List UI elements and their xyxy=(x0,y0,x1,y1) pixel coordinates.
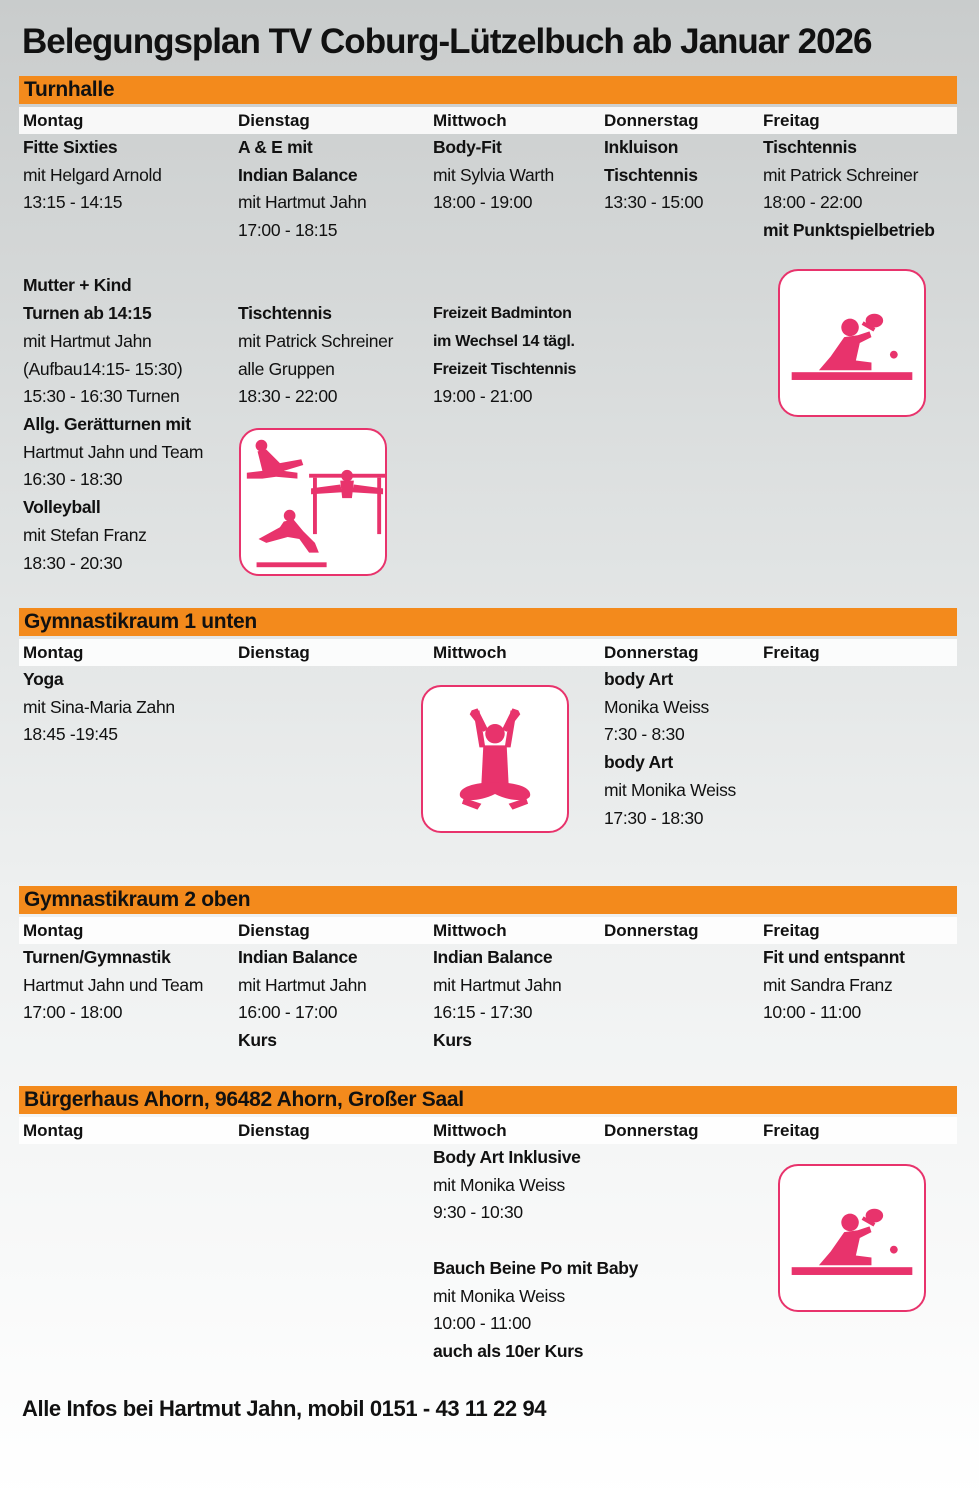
day-header-row xyxy=(19,107,957,134)
schedule-line: Fitte Sixties xyxy=(23,137,118,157)
day-header-row xyxy=(19,917,957,944)
gym2-dienstag-list xyxy=(238,944,366,1055)
day-thursday: Donnerstag xyxy=(604,1121,699,1140)
day-monday: Montag xyxy=(23,1121,84,1140)
day-tuesday: Dienstag xyxy=(238,643,310,662)
schedule-line: Indian Balance xyxy=(238,947,358,967)
schedule-line: Indian Balance xyxy=(433,947,553,967)
schedule-line: mit Patrick Schreiner xyxy=(763,164,919,185)
schedule-line: Tischtennis xyxy=(763,137,857,157)
schedule-line: mit Hartmut Jahn xyxy=(433,974,562,995)
schedule-line: 18:30 - 22:00 xyxy=(238,386,338,407)
gymnastics-icon xyxy=(239,428,387,576)
schedule-line: 17:30 - 18:30 xyxy=(604,807,704,828)
schedule-line: Freizeit Badminton xyxy=(433,305,572,323)
schedule-line: mit Hartmut Jahn xyxy=(23,330,152,351)
schedule-line: A & E mit xyxy=(238,137,313,157)
schedule-line: mit Hartmut Jahn xyxy=(238,192,367,213)
day-monday: Montag xyxy=(23,111,84,130)
day-header-row xyxy=(19,1117,957,1144)
schedule-line: Monika Weiss xyxy=(604,696,709,717)
schedule-line: Tischtennis xyxy=(604,164,698,185)
schedule-line: body Art xyxy=(604,669,673,689)
schedule-line: body Art xyxy=(604,752,673,773)
schedule-line xyxy=(238,273,393,301)
day-friday: Freitag xyxy=(763,643,820,662)
buergerhaus-mittwoch-list xyxy=(433,1144,638,1366)
schedule-line xyxy=(433,217,576,245)
schedule-line xyxy=(433,272,576,300)
schedule-line xyxy=(23,217,203,245)
day-monday: Montag xyxy=(23,921,84,940)
schedule-line: mit Punktspielbetrieb xyxy=(763,220,935,241)
schedule-line: Body Art Inklusive xyxy=(433,1147,581,1167)
schedule-line: Kurs xyxy=(238,1030,277,1051)
table-tennis-icon xyxy=(778,269,926,417)
schedule-line: 7:30 - 8:30 xyxy=(604,724,685,745)
table-tennis-icon xyxy=(778,1164,926,1312)
gym2-montag-list xyxy=(23,944,203,1027)
schedule-line: Allg. Gerätturnen mit xyxy=(23,414,191,434)
turnhalle-donnerstag-list xyxy=(604,134,703,217)
turnhalle-montag-list xyxy=(23,134,203,577)
gym2-freitag-list xyxy=(763,944,905,1027)
schedule-line: Turnen/Gymnastik xyxy=(23,947,171,967)
section-turnhalle-header: Turnhalle xyxy=(19,76,957,104)
day-monday: Montag xyxy=(23,643,84,662)
schedule-line: 16:30 - 18:30 xyxy=(23,469,123,490)
schedule-line: 18:45 -19:45 xyxy=(23,724,118,745)
day-thursday: Donnerstag xyxy=(604,111,699,130)
schedule-line: 17:00 - 18:15 xyxy=(238,220,338,241)
schedule-line: Body-Fit xyxy=(433,137,502,157)
schedule-line: 9:30 - 10:30 xyxy=(433,1202,523,1223)
schedule-line: mit Monika Weiss xyxy=(433,1285,565,1306)
schedule-line: Inkluison xyxy=(604,137,679,157)
gym1-donnerstag-list xyxy=(604,666,736,832)
schedule-line: 18:00 - 22:00 xyxy=(763,192,863,213)
schedule-line: Volleyball xyxy=(23,497,101,518)
schedule-line xyxy=(433,245,576,273)
schedule-line: mit Sina-Maria Zahn xyxy=(23,696,175,717)
schedule-line: mit Monika Weiss xyxy=(433,1174,565,1195)
schedule-line: Bauch Beine Po mit Baby xyxy=(433,1257,639,1278)
schedule-line: 10:00 - 11:00 xyxy=(433,1313,531,1334)
schedule-line: 17:00 - 18:00 xyxy=(23,1002,123,1023)
schedule-line: mit Helgard Arnold xyxy=(23,164,162,185)
schedule-line: Hartmut Jahn und Team xyxy=(23,974,204,995)
schedule-line: mit Monika Weiss xyxy=(604,779,736,800)
schedule-line: Indian Balance xyxy=(238,164,358,185)
schedule-line: Tischtennis xyxy=(238,303,332,324)
schedule-line: 18:30 - 20:30 xyxy=(23,552,123,573)
schedule-line: auch als 10er Kurs xyxy=(433,1340,584,1361)
schedule-line: 13:30 - 15:00 xyxy=(604,192,704,213)
schedule-line: 18:00 - 19:00 xyxy=(433,192,533,213)
schedule-line: Turnen ab 14:15 xyxy=(23,303,152,324)
turnhalle-mittwoch-list xyxy=(433,134,576,411)
schedule-line: Kurs xyxy=(433,1030,472,1051)
turnhalle-freitag-list xyxy=(763,134,935,245)
schedule-line: 13:15 - 14:15 xyxy=(23,192,123,213)
schedule-line xyxy=(433,1227,638,1255)
schedule-line: mit Sandra Franz xyxy=(763,974,893,995)
day-wednesday: Mittwoch xyxy=(433,643,507,662)
gym2-mittwoch-list xyxy=(433,944,561,1055)
schedule-line: mit Patrick Schreiner xyxy=(238,330,394,351)
schedule-line: 16:00 - 17:00 xyxy=(238,1002,338,1023)
schedule-line: 10:00 - 11:00 xyxy=(763,1002,861,1023)
section-buergerhaus-header: Bürgerhaus Ahorn, 96482 Ahorn, Großer Saal xyxy=(19,1086,957,1114)
day-thursday: Donnerstag xyxy=(604,921,699,940)
schedule-line: Fit und entspannt xyxy=(763,947,905,967)
schedule-line: Freizeit Tischtennis xyxy=(433,360,577,378)
day-tuesday: Dienstag xyxy=(238,111,310,130)
page-title: Belegungsplan TV Coburg-Lützelbuch ab Januar 2026 xyxy=(22,22,872,61)
schedule-line: 16:15 - 17:30 xyxy=(433,1002,533,1023)
day-friday: Freitag xyxy=(763,1121,820,1140)
schedule-line: 15:30 - 16:30 Turnen xyxy=(23,386,180,407)
contact-footer: Alle Infos bei Hartmut Jahn, mobil 0151 - 43 11 22 94 xyxy=(22,1396,547,1421)
schedule-line: alle Gruppen xyxy=(238,358,335,379)
gym1-montag-list xyxy=(23,666,175,749)
day-wednesday: Mittwoch xyxy=(433,921,507,940)
schedule-line: Mutter + Kind xyxy=(23,275,132,296)
schedule-line: (Aufbau14:15- 15:30) xyxy=(23,358,183,379)
day-wednesday: Mittwoch xyxy=(433,1121,507,1140)
day-header-row xyxy=(19,639,957,666)
schedule-line: mit Sylvia Warth xyxy=(433,164,554,185)
day-friday: Freitag xyxy=(763,111,820,130)
schedule-line: mit Stefan Franz xyxy=(23,524,147,545)
day-friday: Freitag xyxy=(763,921,820,940)
schedule-line xyxy=(23,245,203,273)
schedule-line: Yoga xyxy=(23,669,64,689)
day-thursday: Donnerstag xyxy=(604,643,699,662)
day-wednesday: Mittwoch xyxy=(433,111,507,130)
yoga-icon xyxy=(421,685,569,833)
schedule-line xyxy=(238,245,393,273)
schedule-line: Hartmut Jahn und Team xyxy=(23,441,204,462)
schedule-line: im Wechsel 14 tägl. xyxy=(433,332,575,350)
schedule-line: mit Hartmut Jahn xyxy=(238,974,367,995)
section-gym1-header: Gymnastikraum 1 unten xyxy=(19,608,957,636)
schedule-line: 19:00 - 21:00 xyxy=(433,386,533,407)
section-gym2-header: Gymnastikraum 2 oben xyxy=(19,886,957,914)
turnhalle-dienstag-list xyxy=(238,134,393,411)
day-tuesday: Dienstag xyxy=(238,921,310,940)
day-tuesday: Dienstag xyxy=(238,1121,310,1140)
